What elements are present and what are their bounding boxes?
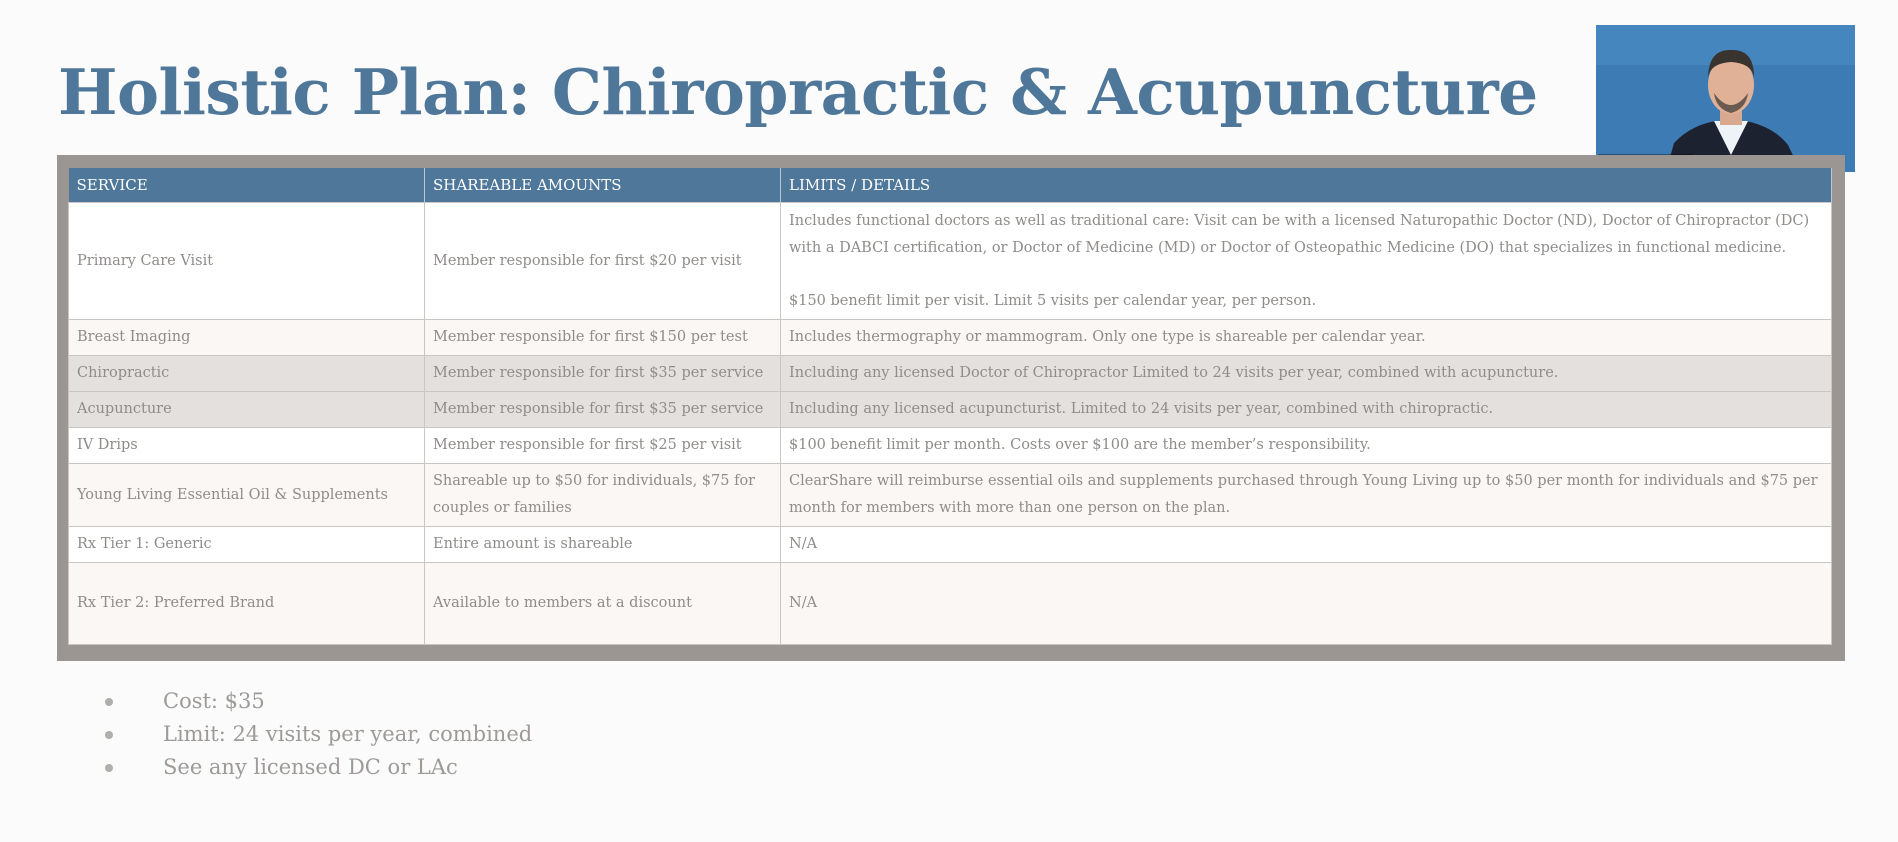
service-cell: IV Drips [69, 428, 425, 464]
service-cell: Acupuncture [69, 392, 425, 428]
table-header-row [69, 168, 1832, 203]
amount-cell: Entire amount is shareable [425, 527, 781, 563]
details-text: Includes functional doctors as well as traditional care: Visit can be with a licensed Naturopathic Doctor (ND), Doctor of Chiropractor (DC) with a DABCI certification, or Doctor of Medicine (MD) or Doctor of Osteopathic Medicine (DO) that specializes in functional medicine. [789, 212, 1810, 256]
bullet-item [100, 751, 532, 784]
bullet-text: Cost: $35 [163, 689, 265, 713]
table-row [69, 464, 1832, 527]
bullet-dot-icon [105, 698, 113, 706]
service-cell: Primary Care Visit [69, 203, 425, 320]
details-extra-text: $150 benefit limit per visit. Limit 5 visits per calendar year, per person. [789, 292, 1317, 309]
bullet-dot-icon [105, 731, 113, 739]
table-row [69, 563, 1832, 645]
table-row [69, 203, 1832, 320]
table-row [69, 527, 1832, 563]
bullet-dot-icon [105, 764, 113, 772]
table-row [69, 320, 1832, 356]
bullet-text: Limit: 24 visits per year, combined [163, 722, 533, 746]
benefits-table [68, 168, 1832, 645]
details-cell: $100 benefit limit per month. Costs over $100 are the member’s responsibility. [781, 428, 1832, 464]
table-row [69, 356, 1832, 392]
bullet-item [100, 718, 532, 751]
amount-cell: Shareable up to $50 for individuals, $75 for couples or families [425, 464, 781, 527]
column-header-service: SERVICE [69, 168, 425, 203]
details-cell: Including any licensed acupuncturist. Limited to 24 visits per year, combined with chiropractic. [781, 392, 1832, 428]
service-cell: Young Living Essential Oil & Supplements [69, 464, 425, 527]
table-row [69, 392, 1832, 428]
service-cell: Rx Tier 1: Generic [69, 527, 425, 563]
amount-cell: Member responsible for first $20 per visit [425, 203, 781, 320]
details-cell [781, 203, 1832, 320]
details-cell: ClearShare will reimburse essential oils and supplements purchased through Young Living up to $50 per month for individuals and $75 per month for members with more than one person on the plan. [781, 464, 1832, 527]
details-cell: N/A [781, 563, 1832, 645]
amount-cell: Member responsible for first $25 per visit [425, 428, 781, 464]
table-row [69, 428, 1832, 464]
slide-title: Holistic Plan: Chiropractic & Acupuncture [58, 55, 1538, 129]
amount-cell: Member responsible for first $150 per test [425, 320, 781, 356]
amount-cell: Member responsible for first $35 per service [425, 392, 781, 428]
amount-cell: Member responsible for first $35 per service [425, 356, 781, 392]
participant-video-icon [1596, 25, 1855, 172]
summary-bullet-list [100, 685, 532, 784]
details-cell: Includes thermography or mammogram. Only one type is shareable per calendar year. [781, 320, 1832, 356]
participant-video-tile[interactable] [1596, 25, 1855, 172]
column-header-shareable-amounts: SHAREABLE AMOUNTS [425, 168, 781, 203]
service-cell: Chiropractic [69, 356, 425, 392]
bullet-text: See any licensed DC or LAc [163, 755, 458, 779]
details-cell: Including any licensed Doctor of Chiropractor Limited to 24 visits per year, combined with acupuncture. [781, 356, 1832, 392]
details-cell: N/A [781, 527, 1832, 563]
service-cell: Breast Imaging [69, 320, 425, 356]
bullet-item [100, 685, 532, 718]
benefits-table-frame [57, 155, 1845, 661]
service-cell: Rx Tier 2: Preferred Brand [69, 563, 425, 645]
column-header-limits-details: LIMITS / DETAILS [781, 168, 1832, 203]
amount-cell: Available to members at a discount [425, 563, 781, 645]
